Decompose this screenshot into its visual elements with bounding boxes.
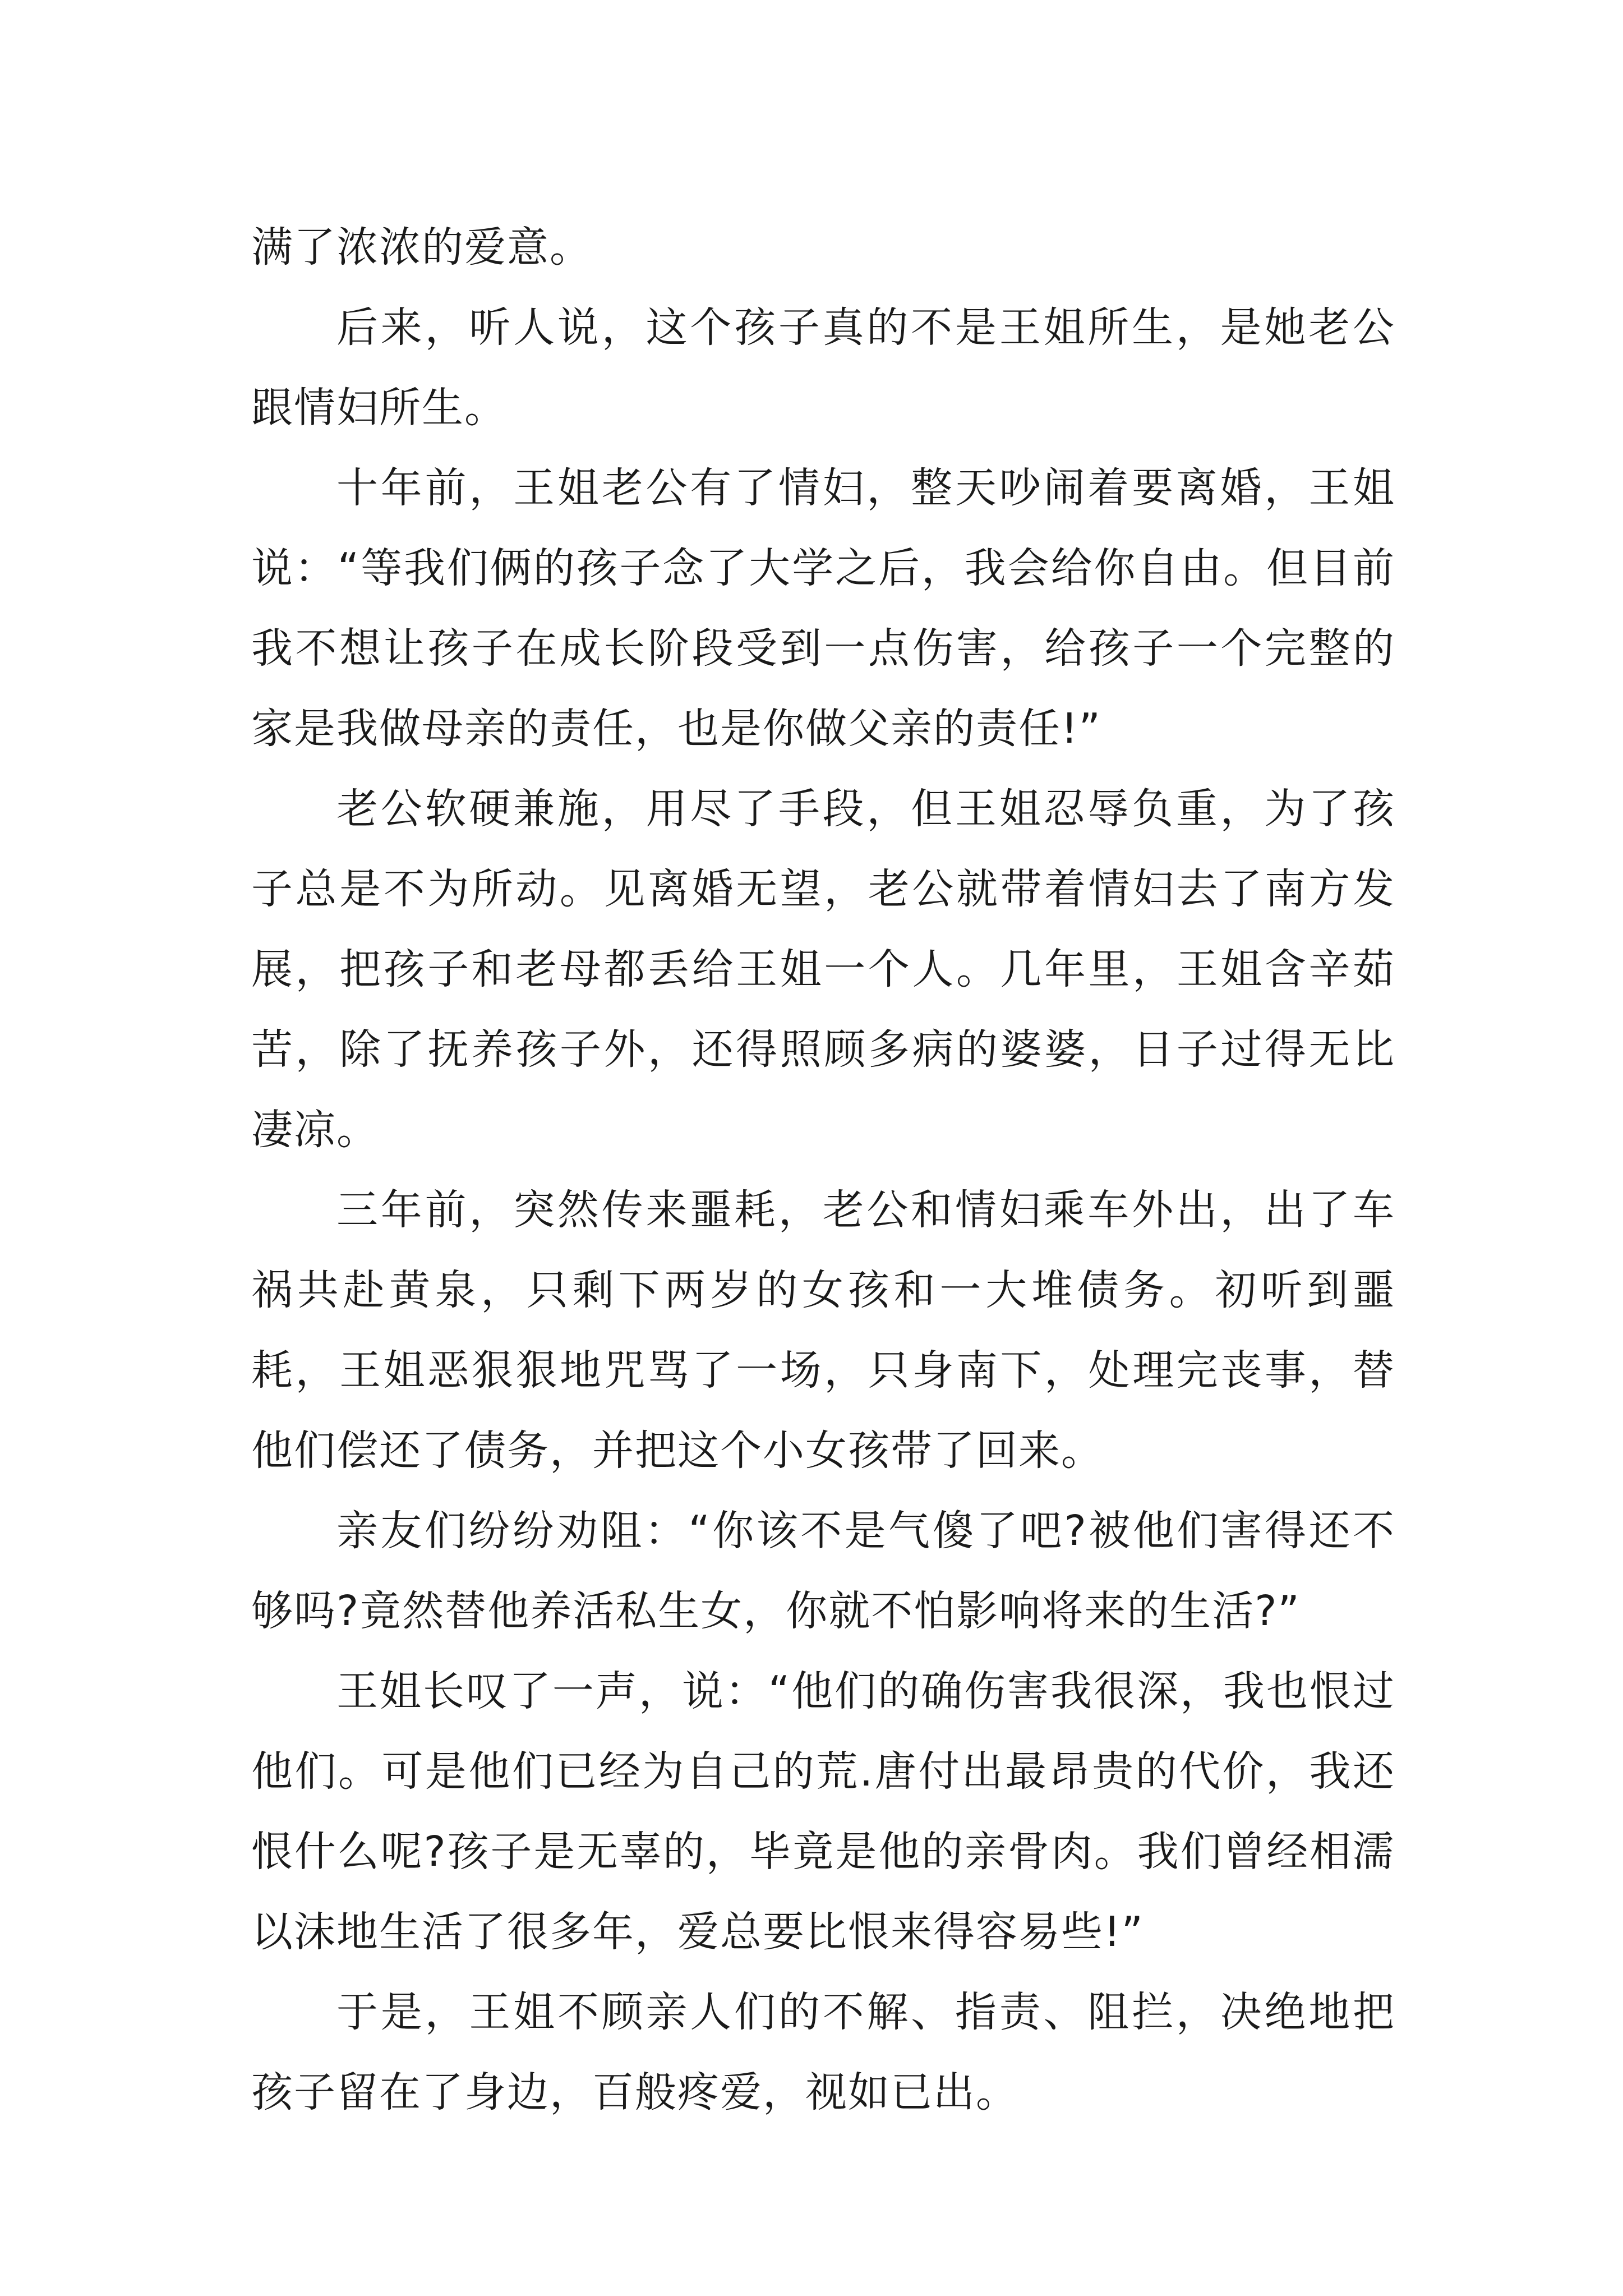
paragraph: 于是，王姐不顾亲人们的不解、指责、阻拦，决绝地把孩子留在了身边，百般疼爱，视如已出。 [251,1988,1395,2116]
paragraph: 亲友们纷纷劝阻：“你该不是气傻了吧?被他们害得还不够吗?竟然替他养活私生女，你就不怕影响将来的生活?” [251,1507,1395,1635]
body-text [251,208,1395,2133]
paragraph: 王姐长叹了一声，说：“他们的确伤害我很深，我也恨过他们。可是他们已经为自己的荒.唐付出最昂贵的代价，我还恨什么呢?孩子是无辜的，毕竟是他的亲骨肉。我们曾经相濡以沫地生活了很多年，爱总要比恨来得容易些!” [251,1667,1395,1956]
paragraph: 满了浓浓的爱意。 [251,223,592,272]
paragraph: 老公软硬兼施，用尽了手段，但王姐忍辱负重，为了孩子总是不为所动。见离婚无望，老公就带着情妇去了南方发展，把孩子和老母都丢给王姐一个人。几年里，王姐含辛茹苦，除了抚养孩子外，还得照顾多病的婆婆，日子过得无比凄凉。 [251,785,1395,1154]
paragraph: 后来，听人说，这个孩子真的不是王姐所生，是她老公跟情妇所生。 [251,303,1395,432]
paragraph: 三年前，突然传来噩耗，老公和情妇乘车外出，出了车祸共赴黄泉，只剩下两岁的女孩和一大堆债务。初听到噩耗，王姐恶狠狠地咒骂了一场，只身南下，处理完丧事，替他们偿还了债务，并把这个小女孩带了回来。 [251,1186,1395,1475]
paragraph: 十年前，王姐老公有了情妇，整天吵闹着要离婚，王姐说：“等我们俩的孩子念了大学之后，我会给你自由。但目前我不想让孩子在成长阶段受到一点伤害，给孩子一个完整的家是我做母亲的责任，也是你做父亲的责任!” [251,464,1395,753]
